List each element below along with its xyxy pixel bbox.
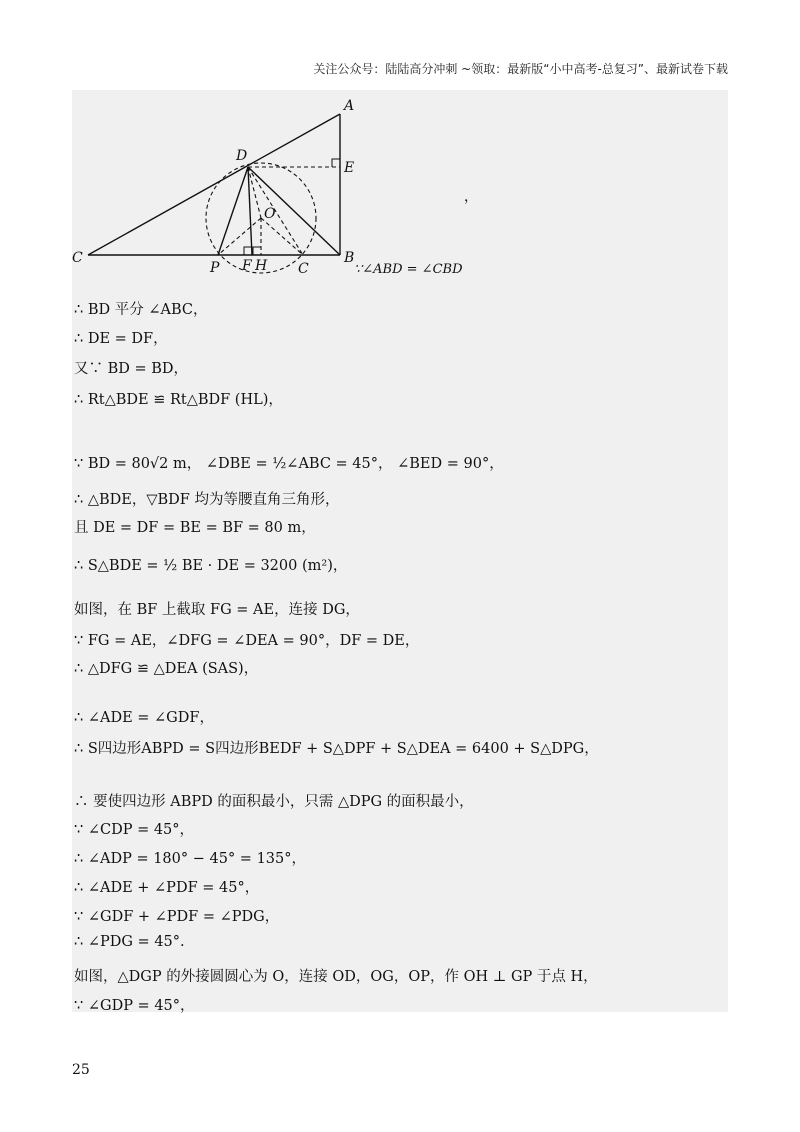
label-A: A [344, 98, 355, 114]
solution-line: ∵ ∠GDP = 45°， [74, 998, 195, 1014]
figure-note: ∵∠ABD = ∠CBD [354, 262, 463, 277]
solution-line: ∴ Rt△BDE ≌ Rt△BDF (HL)， [74, 392, 283, 408]
solution-line: ∵ ∠GDF + ∠PDF = ∠PDG， [74, 909, 280, 925]
solution-line: ∴ ∠PDG = 45°. [74, 934, 185, 950]
right-angle-H [253, 247, 261, 255]
solution-line: ∴ BD 平分 ∠ABC， [74, 302, 208, 318]
solution-line: ∵ BD = 80√2 m， ∠DBE = ½∠ABC = 45°， ∠BED = 90°， [74, 456, 504, 472]
solution-line: ∴ S△BDE = ½ BE · DE = 3200 (m²)， [74, 558, 348, 574]
page-header: 关注公众号：陆陆高分冲刺 ~领取：最新版“小中高考-总复习”、最新试卷下载 [313, 62, 728, 76]
label-D: D [236, 148, 248, 164]
label-O: O [264, 206, 276, 222]
label-H: H [255, 258, 268, 274]
solution-line: ∵ ∠CDP = 45°， [74, 822, 195, 838]
solution-line: 如图，在 BF 上截取 FG = AE，连接 DG， [74, 602, 360, 618]
solution-line: ∴ ∠ADE = ∠GDF， [74, 710, 214, 726]
label-P: P [210, 260, 220, 276]
right-angle-F [244, 247, 252, 255]
label-F: F [242, 258, 252, 274]
figure-comma: ， [464, 189, 478, 205]
line-CA [88, 114, 340, 255]
line-OC2 [261, 218, 303, 255]
solution-line: ∴ △DFG ≌ △DEA (SAS)， [74, 661, 259, 677]
label-C: C [72, 250, 83, 266]
label-E: E [344, 160, 355, 176]
solution-line: ∴ ∠ADP = 180° − 45° = 135°， [74, 851, 306, 867]
solution-line: 又∵ BD = BD， [74, 361, 189, 377]
line-DF [248, 167, 252, 255]
label-C2: C [298, 261, 309, 277]
solution-line: ∵ FG = AE，∠DFG = ∠DEA = 90°，DF = DE， [74, 633, 420, 649]
line-DB [248, 167, 340, 255]
triangle-diagram [72, 90, 728, 290]
solution-line: 且 DE = DF = BE = BF = 80 m， [74, 520, 316, 536]
solution-line: ∴ △BDE，▽BDF 均为等腰直角三角形， [74, 492, 340, 508]
solution-line: ∴ 要使四边形 ABPD 的面积最小，只需 △DPG 的面积最小， [74, 794, 474, 810]
solution-line: ∴ S四边形ABPD = S四边形BEDF + S△DPF + S△DEA = 6400 + S△DPG， [74, 741, 599, 757]
label-B: B [344, 250, 355, 266]
solution-line: ∴ DE = DF， [74, 331, 168, 347]
solution-line: ∴ ∠ADE + ∠PDF = 45°， [74, 880, 260, 896]
right-angle-E [332, 159, 340, 167]
solution-line: 如图，△DGP 的外接圆圆心为 O，连接 OD，OG，OP，作 OH ⊥ GP 于点 H， [74, 969, 598, 985]
solution-content [72, 90, 728, 1012]
page-number: 25 [72, 1062, 90, 1078]
geometry-figure [72, 90, 728, 290]
